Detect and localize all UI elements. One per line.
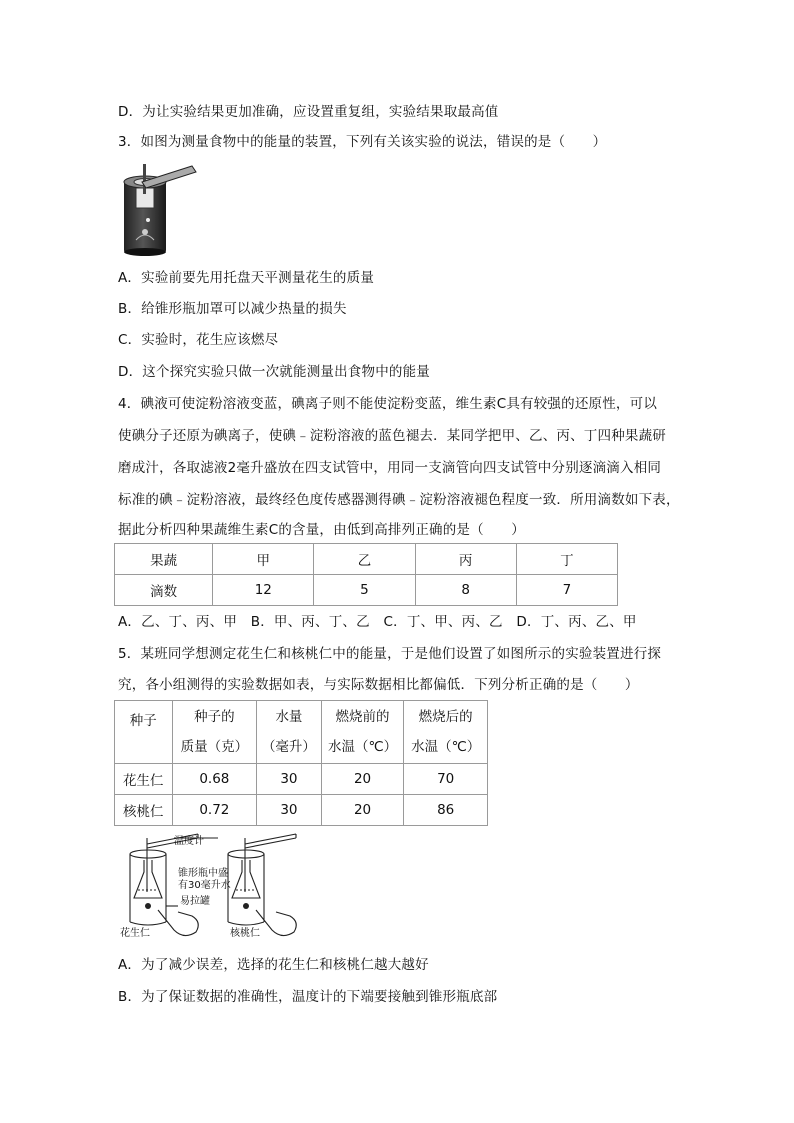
- thermometer-label: 温度计: [174, 836, 204, 847]
- table-cell: 丁: [516, 544, 617, 575]
- table-row: [115, 764, 488, 795]
- header-text: 质量（克）: [180, 739, 249, 755]
- header-text: （毫升）: [261, 739, 316, 755]
- table-row: [115, 575, 618, 606]
- table-cell: [172, 701, 257, 764]
- table-cell: 花生仁: [115, 764, 173, 795]
- q2-option-d: D．为让实验结果更加准确，应设置重复组，实验结果取最高值: [118, 104, 499, 120]
- q5-option-a: A．为了减少误差，选择的花生仁和核桃仁越大越好: [118, 957, 429, 973]
- header-text: 燃烧后的: [418, 709, 473, 725]
- energy-measurement-apparatus-figure: [118, 162, 200, 258]
- table-cell: [321, 701, 404, 764]
- table-cell: 果蔬: [115, 544, 213, 575]
- table-cell: 20: [321, 764, 404, 795]
- header-text: 水温（℃）: [327, 739, 398, 755]
- q4-options: A．乙、丁、丙、甲 B．甲、丙、丁、乙 C．丁、甲、丙、乙 D．丁、丙、乙、甲: [118, 614, 637, 630]
- table-row: [115, 795, 488, 826]
- table-cell: 86: [404, 795, 488, 826]
- q3-option-d: D．这个探究实验只做一次就能测量出食物中的能量: [118, 364, 430, 380]
- q3-option-c: C．实验时，花生应该燃尽: [118, 332, 279, 348]
- q4-stem-line-2: 使碘分子还原为碘离子，使碘﹣淀粉溶液的蓝色褪去．某同学把甲、乙、丙、丁四种果蔬研: [118, 428, 666, 444]
- flask-label-line-2: 有30毫升水: [178, 880, 231, 891]
- walnut-label: 核桃仁: [230, 928, 260, 939]
- table-header-row: [115, 544, 618, 575]
- q4-stem-line-1: 4．碘液可使淀粉溶液变蓝，碘离子则不能使淀粉变蓝，维生素C具有较强的还原性，可以: [118, 396, 658, 412]
- header-text: 水量: [275, 709, 303, 725]
- table-cell: 30: [257, 764, 322, 795]
- table-cell: 30: [257, 795, 322, 826]
- seed-burning-apparatus-figure: [118, 832, 308, 944]
- table-cell: 12: [213, 575, 314, 606]
- q3-option-a: A．实验前要先用托盘天平测量花生的质量: [118, 270, 375, 286]
- q3-option-b: B．给锥形瓶加罩可以减少热量的损失: [118, 301, 347, 317]
- can-label: 易拉罐: [180, 896, 210, 907]
- table-cell: 0.72: [172, 795, 257, 826]
- table-cell: 滴数: [115, 575, 213, 606]
- table-cell: 甲: [213, 544, 314, 575]
- table-cell: 丙: [415, 544, 516, 575]
- header-text: 水温（℃）: [411, 739, 481, 755]
- q3-stem: 3．如图为测量食物中的能量的装置，下列有关该实验的说法，错误的是（ ）: [118, 134, 607, 150]
- table-cell: 5: [314, 575, 415, 606]
- table-cell: 7: [516, 575, 617, 606]
- table-cell: 核桃仁: [115, 795, 173, 826]
- table-cell: [257, 701, 322, 764]
- table-cell: 20: [321, 795, 404, 826]
- q5-option-b: B．为了保证数据的准确性，温度计的下端要接触到锥形瓶底部: [118, 989, 498, 1005]
- header-text: 种子的: [194, 709, 235, 725]
- table-cell: 种子: [115, 701, 173, 764]
- table-header-row: [115, 701, 488, 764]
- q4-stem-line-4: 标准的碘﹣淀粉溶液，最终经色度传感器测得碘﹣淀粉溶液褪色程度一致．所用滴数如下表，: [118, 492, 680, 508]
- table-cell: 8: [415, 575, 516, 606]
- seed-energy-table: [114, 700, 488, 826]
- table-cell: 70: [404, 764, 488, 795]
- q5-stem-line-2: 究，各小组测得的实验数据如表，与实际数据相比都偏低．下列分析正确的是（ ）: [118, 677, 639, 693]
- q5-stem-line-1: 5．某班同学想测定花生仁和核桃仁中的能量，于是他们设置了如图所示的实验装置进行探: [118, 646, 662, 662]
- table-cell: [404, 701, 488, 764]
- q4-stem-line-3: 磨成汁，各取滤液2毫升盛放在四支试管中，用同一支滴管向四支试管中分别逐滴滴入相同: [118, 460, 662, 476]
- table-cell: 乙: [314, 544, 415, 575]
- header-text: 燃烧前的: [335, 709, 390, 725]
- q4-stem-line-5: 据此分析四种果蔬维生素C的含量，由低到高排列正确的是（ ）: [118, 522, 525, 538]
- table-cell: 0.68: [172, 764, 257, 795]
- fruit-drops-table: [114, 543, 618, 606]
- peanut-label: 花生仁: [120, 928, 150, 939]
- flask-label-line-1: 锥形瓶中盛: [178, 868, 228, 879]
